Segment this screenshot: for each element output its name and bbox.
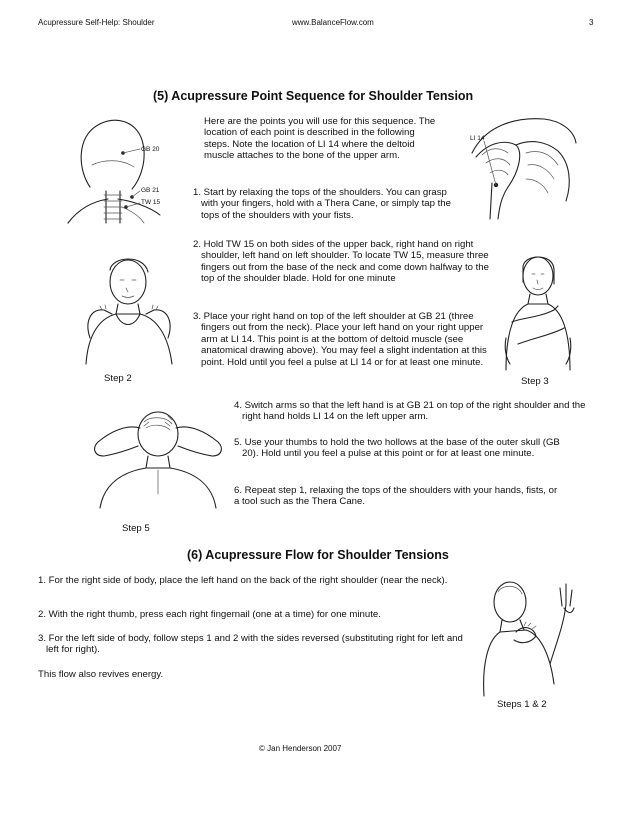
steps1-2-figure xyxy=(480,574,580,696)
step2-caption: Step 2 xyxy=(104,373,132,384)
section6-item1: 1. For the right side of body, place the left hand on the back of the right shoulder (near the neck). xyxy=(38,575,448,586)
section5-step5: 5. Use your thumbs to hold the two hollows at the base of the outer skull (GB 20). Hold until you feel a pulse at this point or for at least one minute. xyxy=(234,437,560,460)
steps1-2-caption: Steps 1 & 2 xyxy=(497,699,547,710)
gb20-label: GB 20 xyxy=(141,146,160,153)
section5-step1: 1. Start by relaxing the tops of the shoulders. You can grasp with your fingers, hold with a Thera Cane, or simply tap the tops of the shoulders with your fists. xyxy=(193,187,451,221)
header-left: Acupressure Self-Help: Shoulder xyxy=(38,18,155,27)
step3-figure xyxy=(498,248,578,370)
gb21-label: GB 21 xyxy=(141,187,160,194)
li14-label: LI 14 xyxy=(470,135,485,142)
skeleton-back-diagram xyxy=(60,115,188,225)
page-number: 3 xyxy=(589,18,594,27)
header-center: www.BalanceFlow.com xyxy=(292,18,374,27)
section5-intro: Here are the points you will use for this sequence. The location of each point is described in the following steps. Note the location of LI 14 where the deltoid muscle attaches to the bone of the upper arm. xyxy=(204,116,436,162)
step3-caption: Step 3 xyxy=(521,376,549,387)
step5-caption: Step 5 xyxy=(122,523,150,534)
section6-item3: 3. For the left side of body, follow steps 1 and 2 with the sides reversed (substituting right for left and left for right). xyxy=(38,633,463,656)
tw15-label: TW 15 xyxy=(141,199,161,206)
section6-note: This flow also revives energy. xyxy=(38,669,164,680)
deltoid-diagram xyxy=(466,113,578,221)
section5-step2: 2. Hold TW 15 on both sides of the upper back, right hand on right shoulder, left hand on left shoulder. To locate TW 15, measure three fingers out from the base of the neck and come down halfway to the top of the shoulder blade. Hold for one minute xyxy=(193,239,489,285)
section5-step3: 3. Place your right hand on top of the left shoulder at GB 21 (three fingers out from the neck). Place your left hand on your right upper arm at LI 14. This point is at the bottom of deltoid muscle (see anatomical drawing above). You may feel a slight indentation at this point. Hold until you feel a pulse at LI 14 or for at least one minute. xyxy=(193,311,487,368)
section5-title: (5) Acupressure Point Sequence for Shoulder Tension xyxy=(153,89,474,103)
footer-copyright: © Jan Henderson 2007 xyxy=(259,744,342,753)
step5-figure xyxy=(86,398,228,508)
section5-step4: 4. Switch arms so that the left hand is at GB 21 on top of the right shoulder and the right hand holds LI 14 on the left upper arm. xyxy=(234,400,586,423)
section6-title: (6) Acupressure Flow for Shoulder Tensions xyxy=(187,548,449,562)
section5-step6: 6. Repeat step 1, relaxing the tops of the shoulders with your hands, fists, or a tool such as the Thera Cane. xyxy=(234,485,558,508)
step2-figure xyxy=(82,248,176,364)
section6-item2: 2. With the right thumb, press each right fingernail (one at a time) for one minute. xyxy=(38,609,381,620)
